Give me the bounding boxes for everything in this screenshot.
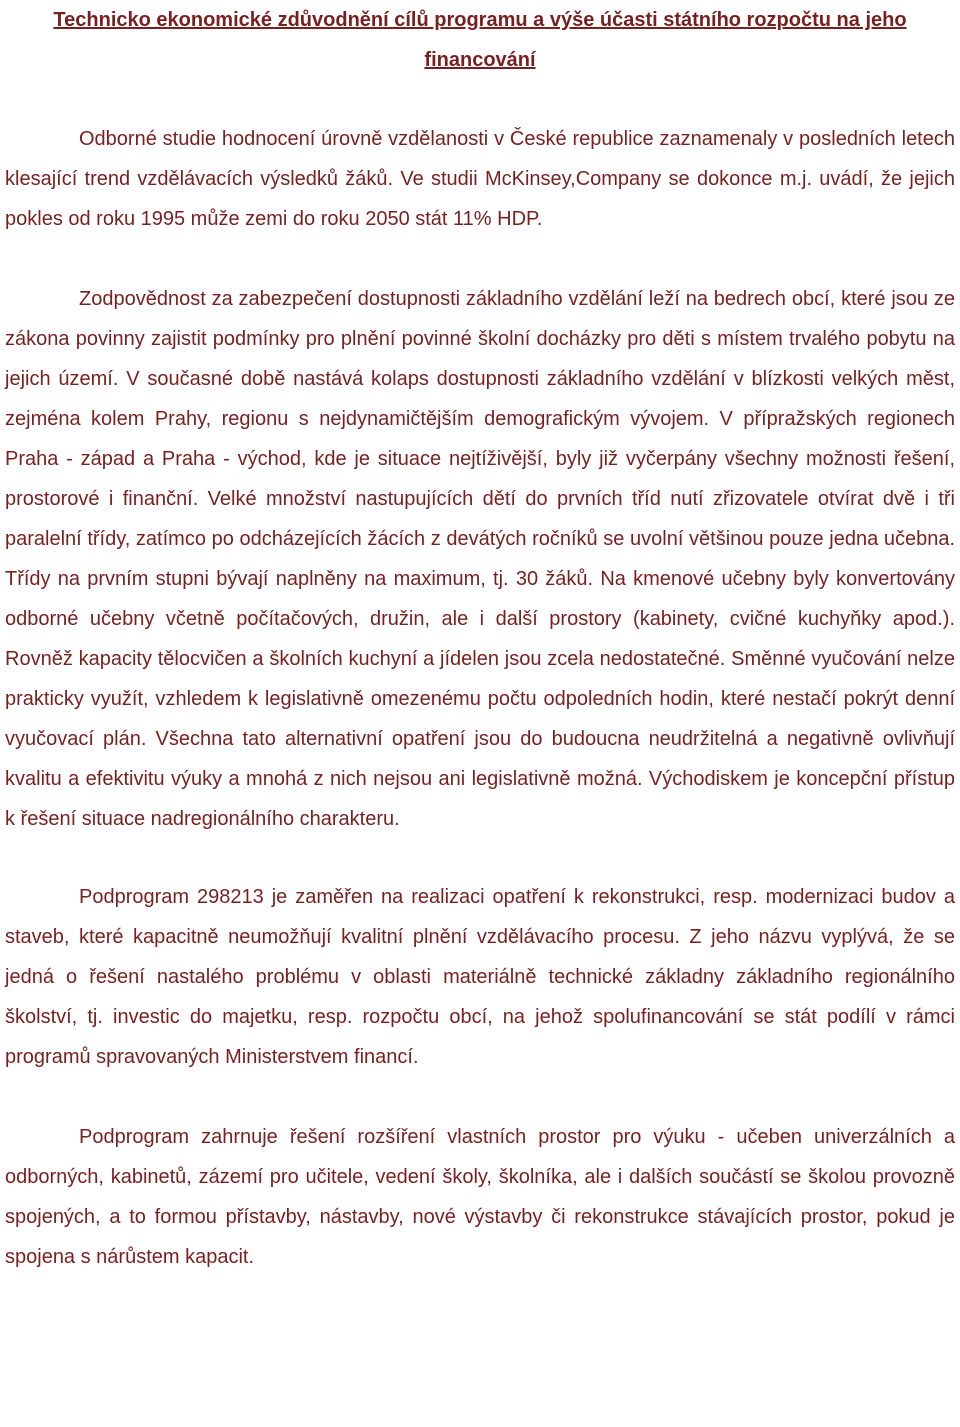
document-title: Technicko ekonomické zdůvodnění cílů programu a výše účasti státního rozpočtu na jeho financování <box>53 9 907 71</box>
paragraph-municipal-responsibility: Zodpovědnost za zabezpečení dostupnosti základního vzdělání leží na bedrech obcí, které jsou ze zákona povinny zajistit podmínky pro plnění povinné školní docházky pro děti s místem trvalého pobytu na jejich území. V současné době nastává kolaps dostupnosti základního vzdělání v blízkosti velkých měst, zejména kolem Prahy, regionu s nejdynamičtějším demografickým vývojem. V přípražských regionech Praha - západ a Praha - východ, kde je situace nejtíživější, byly již vyčerpány všechny možnosti řešení, prostorové i finanční. Velké množství nastupujících dětí do prvních tříd nutí zřizovatele otvírat dvě i tři paralelní třídy, zatímco po odcházejících žácích z devátých ročníků se uvolní většinou pouze jedna učebna. Třídy na prvním stupni bývají naplněny na maximum, tj. 30 žáků. Na kmenové učebny byly konvertovány odborné učebny včetně počítačových, družin, ale i další prostory (kabinety, cvičné kuchyňky apod.). Rovněž kapacity tělocvičen a školních kuchyní a jídelen jsou zcela nedostatečné. Směnné vyučování nelze prakticky využít, vzhledem k legislativně omezenému počtu odpoledních hodin, které nestačí pokrýt denní vyučovací plán. Všechna tato alternativní opatření jsou do budoucna neudržitelná a negativně ovlivňují kvalitu a efektivitu výuky a mnohá z nich nejsou ani legislativně možná. Východiskem je koncepční přístup k řešení situace nadregionálního charakteru. <box>5 288 955 830</box>
paragraph-subprogram-focus: Podprogram 298213 je zaměřen na realizaci opatření k rekonstrukci, resp. modernizaci budov a staveb, které kapacitně neumožňují kvalitní plnění vzdělávacího procesu. Z jeho názvu vyplývá, že se jedná o řešení nastalého problému v oblasti materiálně technické základny základního regionálního školství, tj. investic do majetku, resp. rozpočtu obcí, na jehož spolufinancování se stát podílí v rámci programů spravovaných Ministerstvem financí. <box>5 886 955 1068</box>
paragraph-subprogram-scope: Podprogram zahrnuje řešení rozšíření vlastních prostor pro výuku - učeben univerzálních a odborných, kabinetů, zázemí pro učitele, vedení školy, školníka, ale i dalších součástí se školou provozně spojených, a to formou přístavby, nástavby, nové výstavby či rekonstrukce stávajících prostor, pokud je spojena s nárůstem kapacit. <box>5 1126 955 1268</box>
document-page <box>5 0 955 1277</box>
paragraph-education-trend: Odborné studie hodnocení úrovně vzdělanosti v České republice zaznamenaly v posledních letech klesající trend vzdělávacích výsledků žáků. Ve studii McKinsey,Company se dokonce m.j. uvádí, že jejich pokles od roku 1995 může zemi do roku 2050 stát 11% HDP. <box>5 128 955 230</box>
